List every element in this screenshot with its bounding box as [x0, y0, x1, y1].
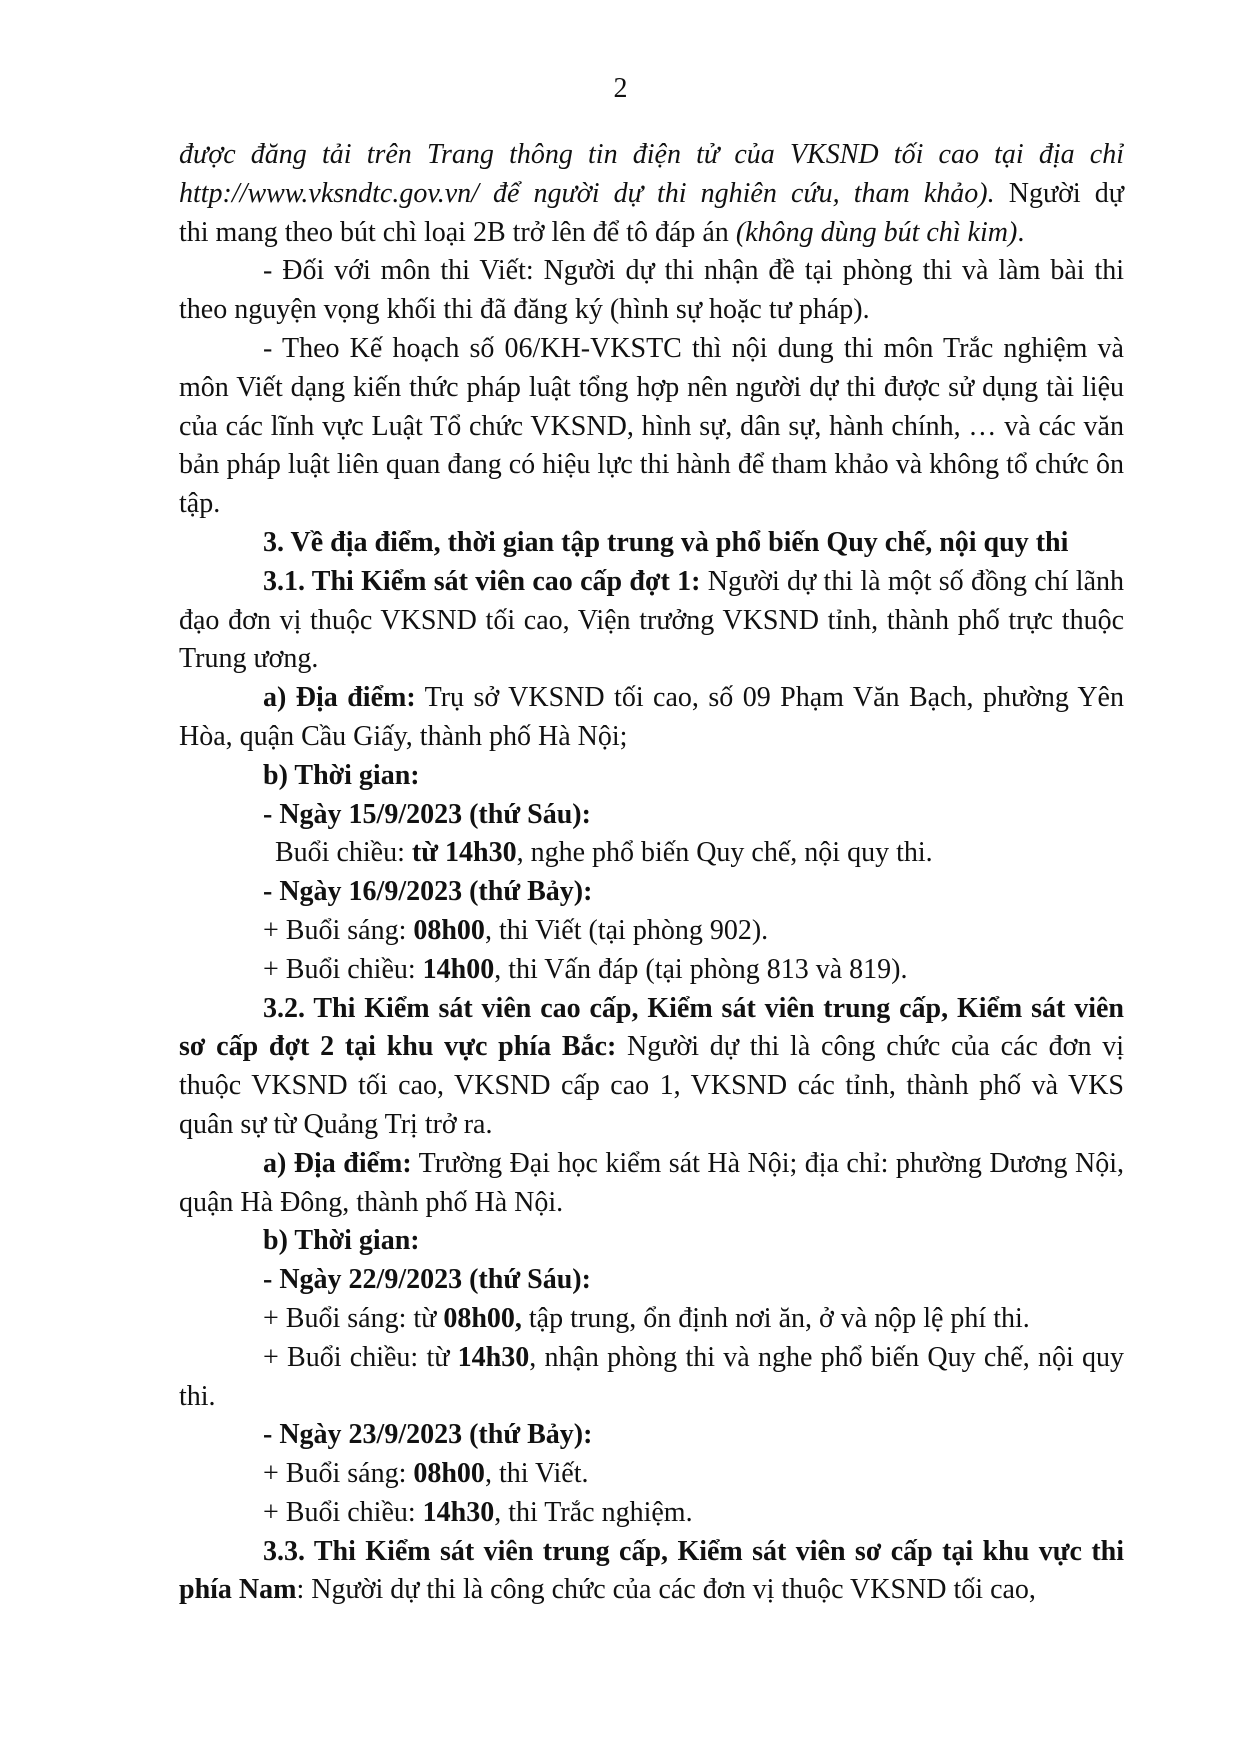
s31-title: 3.1. Thi Kiểm sát viên cao cấp đợt 1:	[263, 565, 701, 597]
s32-day2-b-pre: + Buổi chiều:	[263, 1496, 423, 1528]
s32-place	[179, 1145, 1124, 1223]
s32-day1-morning	[179, 1300, 1124, 1339]
s32-day1-b-post: , nhận phòng thi và nghe phổ biến Quy chế, nội quy thi.	[179, 1341, 1124, 1412]
para1-line3	[179, 214, 1124, 253]
heading-3: 3. Về địa điểm, thời gian tập trung và phổ biến Quy chế, nội quy thi	[263, 526, 1069, 558]
s31-day2-a-post: , thi Viết (tại phòng 902).	[484, 914, 769, 946]
s32-time-label: b) Thời gian:	[263, 1225, 420, 1257]
s33-title: 3.3. Thi Kiểm sát viên trung cấp, Kiểm sát viên sơ cấp tại khu vực thi phía Nam	[179, 1535, 1124, 1606]
s31-day2-afternoon	[179, 951, 1124, 990]
s32-day2-morning	[179, 1455, 1124, 1494]
s31-day1-a-post: , nghe phổ biến Quy chế, nội quy thi.	[516, 837, 933, 869]
s31-place	[179, 679, 1124, 757]
s33-intro	[179, 1533, 1124, 1611]
para1-line3-end: .	[1017, 216, 1025, 248]
para1-line1: được đăng tải trên Trang thông tin điện tử của VKSND tối cao tại địa chỉ	[179, 139, 1124, 170]
s31-day2-b-pre: + Buổi chiều:	[263, 953, 423, 985]
s31-day2-a-pre: + Buổi sáng:	[263, 914, 414, 946]
s31-day2-b-time: 14h00	[422, 953, 495, 985]
s32-day1: - Ngày 22/9/2023 (thứ Sáu):	[263, 1264, 591, 1296]
s31-intro	[179, 563, 1124, 679]
url-text: http://www.vksndtc.gov.vn/ để người dự thi nghiên cứu, tham khảo).	[179, 177, 995, 209]
para-mon-viet: - Đối với môn thi Viết: Người dự thi nhận đề tại phòng thi và làm bài thi theo nguyện vọng khối thi đã đăng ký (hình sự hoặc tư pháp).	[179, 255, 1124, 326]
s32-day2-b-post: , thi Trắc nghiệm.	[494, 1496, 693, 1528]
s31-day2-a-time: 08h00	[413, 914, 485, 946]
s32-day2-b-time: 14h30	[422, 1496, 495, 1528]
s32-text: Người dự thi là công chức của các đơn vị thuộc VKSND tối cao, VKSND cấp cao 1, VKSND các tỉnh, thành phố và VKS quân sự từ Quảng Trị trở ra.	[179, 1031, 1125, 1140]
s32-place-text: Trường Đại học kiểm sát Hà Nội; địa chỉ: phường Dương Nội, quận Hà Đông, thành phố Hà Nội.	[179, 1147, 1124, 1218]
s32-day1-afternoon	[179, 1339, 1124, 1417]
s31-day2: - Ngày 16/9/2023 (thứ Bảy):	[263, 876, 593, 908]
para1-line2-tail: Người dự	[994, 177, 1124, 209]
s31-day1-afternoon	[179, 834, 1124, 873]
s32-day1-a-time: 08h00,	[443, 1302, 522, 1334]
s33-text: : Người dự thi là công chức của các đơn vị thuộc VKSND tối cao,	[296, 1574, 1036, 1606]
s32-day2: - Ngày 23/9/2023 (thứ Bảy):	[263, 1419, 593, 1451]
s32-day2-a-time: 08h00	[413, 1458, 485, 1490]
para1-line2	[179, 175, 1124, 214]
s32-day1-b-time: 14h30	[457, 1341, 530, 1373]
s31-day2-morning	[179, 912, 1124, 951]
s32-place-label: a) Địa điểm:	[263, 1147, 412, 1179]
s31-day1: - Ngày 15/9/2023 (thứ Sáu):	[263, 798, 591, 830]
para1-line3-text: thi mang theo bút chì loại 2B trở lên để tô đáp án	[179, 216, 736, 248]
document-body	[179, 136, 1124, 1610]
s32-day1-a-post: tập trung, ổn định nơi ăn, ở và nộp lệ phí thi.	[521, 1302, 1030, 1334]
s32-day2-a-pre: + Buổi sáng:	[263, 1458, 414, 1490]
s31-place-label: a) Địa điểm:	[263, 682, 416, 714]
page-number: 2	[613, 73, 628, 104]
s31-day1-a-pre: Buổi chiều:	[275, 837, 412, 869]
para-ke-hoach: - Theo Kế hoạch số 06/KH-VKSTC thì nội dung thi môn Trắc nghiệm và môn Viết dạng kiến thức pháp luật tổng hợp nên người dự thi được sử dụng tài liệu của các lĩnh vực Luật Tổ chức VKSND, hình sự, dân sự, hành chính, … và các văn bản pháp luật liên quan đang có hiệu lực thi hành để tham khảo và không tổ chức ôn tập.	[179, 332, 1124, 520]
s32-day2-afternoon	[179, 1494, 1124, 1533]
s32-intro	[179, 990, 1124, 1145]
s31-place-text: Trụ sở VKSND tối cao, số 09 Phạm Văn Bạch, phường Yên Hòa, quận Cầu Giấy, thành phố Hà Nội;	[179, 682, 1124, 752]
s32-title: 3.2. Thi Kiểm sát viên cao cấp, Kiểm sát viên trung cấp, Kiểm sát viên sơ cấp đợt 2 tại khu vực phía Bắc:	[179, 992, 1124, 1063]
s32-day1-a-pre: + Buổi sáng: từ	[263, 1302, 444, 1334]
s31-text: Người dự thi là một số đồng chí lãnh đạo đơn vị thuộc VKSND tối cao, Viện trưởng VKSND tỉnh, thành phố trực thuộc Trung ương.	[179, 565, 1125, 675]
s31-day1-a-time: từ 14h30	[411, 837, 517, 869]
s32-day2-a-post: , thi Viết.	[484, 1458, 589, 1490]
s31-day2-b-post: , thi Vấn đáp (tại phòng 813 và 819).	[494, 953, 908, 985]
para1-line3-italic: (không dùng bút chì kim)	[735, 216, 1018, 248]
s31-time-label: b) Thời gian:	[263, 759, 420, 791]
s32-day1-b-pre: + Buổi chiều: từ	[263, 1341, 458, 1373]
